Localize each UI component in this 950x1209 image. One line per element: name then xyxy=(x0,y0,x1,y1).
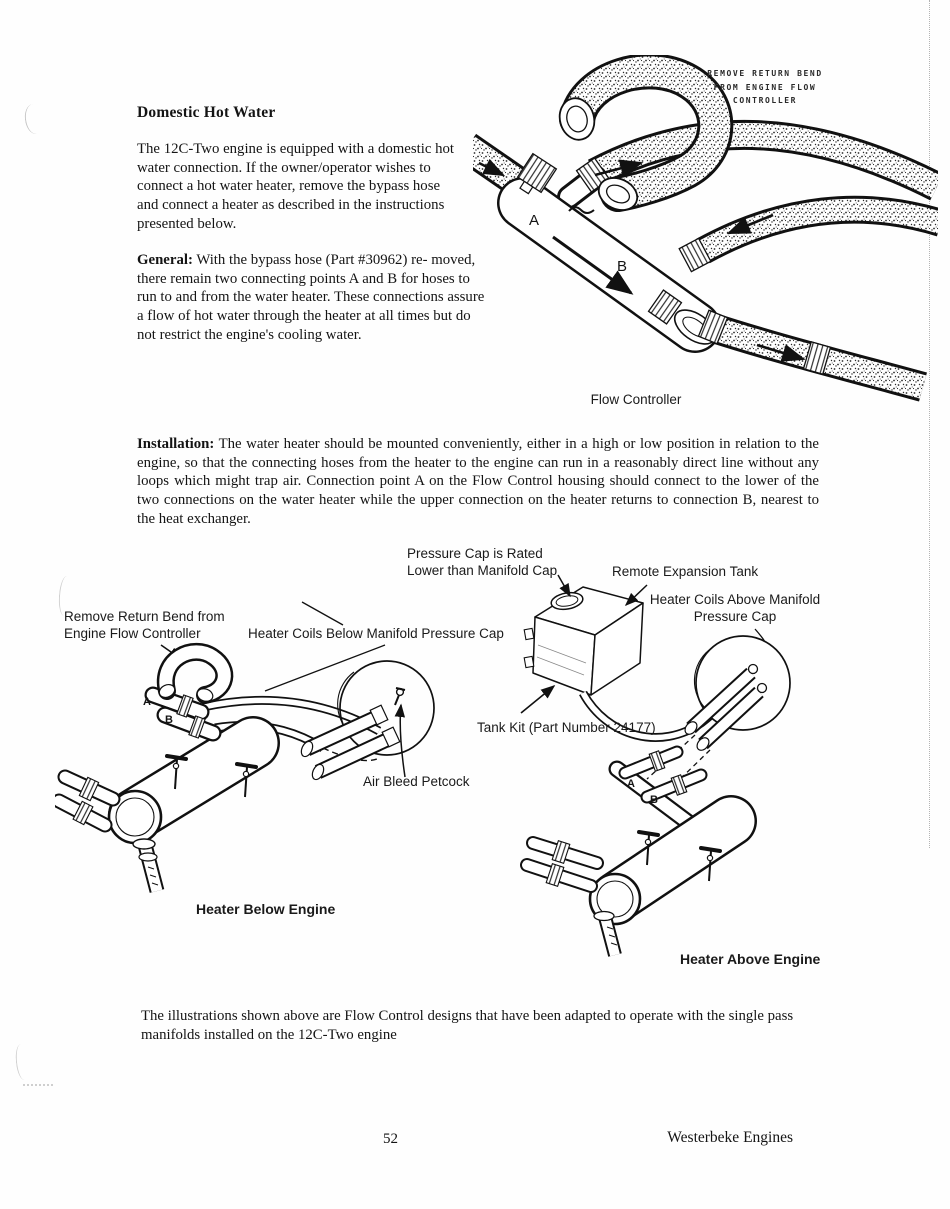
intro-paragraph: The 12C-Two engine is equipped with a domestic hot water connection. If the owner/operator wishes to connect a hot water heater, remove the bypass hose and connect a heater as described in the instructions presented below. xyxy=(137,141,455,232)
tank-kit-arrow xyxy=(521,686,554,713)
label-tank-kit: Tank Kit (Part Number 24177) xyxy=(477,720,656,735)
expansion-tank xyxy=(524,587,643,695)
scan-artifact-curve xyxy=(14,1043,31,1080)
installation-label: Installation: xyxy=(137,436,215,452)
water-heater-coil xyxy=(299,661,434,781)
water-heater-coil xyxy=(683,636,790,753)
scan-artifact-curve xyxy=(23,103,46,135)
closing-paragraph: The illustrations shown above are Flow Control designs that have been adapted to operate with the single pass manifolds installed on the 12C-Two engine xyxy=(141,1008,794,1043)
label-remote-expansion-tank: Remote Expansion Tank xyxy=(612,564,759,579)
installation-paragraph xyxy=(137,435,819,529)
general-body: With the bypass hose (Part #30962) re- moved, there remain two connecting points A and B for hoses to run to and from the water heater. These connections assure a flow of hot water through the heater at all times but do not restrict the engine's cooling water. xyxy=(137,252,485,343)
label-pressure-cap-rated: Pressure Cap is Rated Lower than Manifold Cap xyxy=(407,546,558,578)
petcock-arrow xyxy=(400,705,405,777)
hand-note-line1: REMOVE RETURN BEND xyxy=(707,69,823,78)
heater-above-engine-drawing xyxy=(521,575,790,955)
label-heater-coils-below: Heater Coils Below Manifold Pressure Cap xyxy=(248,626,504,641)
exhaust-pipe xyxy=(133,839,158,891)
exhaust-pipe xyxy=(594,912,617,956)
small-return-bend xyxy=(157,652,224,703)
installation-body: The water heater should be mounted conveniently, either in a high or low position in relation to the engine, so that the connecting hoses from the heater to the engine can run in a reasonably direct line without any loops which might trap air. Connection point A on the Flow Control housing should connect to the lower of the two connections on the water heater while the upper connection on the heater returns to connection B, nearest to the heat exchanger. xyxy=(137,436,819,527)
point-b-below: B xyxy=(165,714,173,726)
heater-above-caption: Heater Above Engine xyxy=(680,951,821,967)
scan-artifact-dots xyxy=(23,1084,53,1086)
point-a-below: A xyxy=(143,696,151,708)
label-heater-coils-above: Heater Coils Above Manifold Pressure Cap xyxy=(649,592,821,624)
hand-note-line3: CONTROLLER xyxy=(732,96,798,105)
page-number: 52 xyxy=(383,1131,398,1147)
point-a-label: A xyxy=(529,212,540,229)
hand-note-line2: FROM ENGINE FLOW xyxy=(713,83,817,92)
point-b-above: B xyxy=(650,794,658,806)
general-paragraph xyxy=(137,251,487,345)
flow-controller-figure xyxy=(473,55,938,405)
brand-footer: Westerbeke Engines xyxy=(667,1129,793,1146)
general-label: General: xyxy=(137,252,193,268)
page-title: Domestic Hot Water xyxy=(137,104,276,121)
heater-below-caption: Heater Below Engine xyxy=(196,901,336,917)
heater-below-engine-drawing xyxy=(59,602,434,891)
point-a-above: A xyxy=(627,778,635,790)
point-b-label: B xyxy=(617,258,628,275)
left-inlet-hose xyxy=(473,147,519,183)
flow-controller-caption: Flow Controller xyxy=(590,392,682,407)
label-air-bleed-petcock: Air Bleed Petcock xyxy=(363,774,470,789)
label-remove-return-bend: Remove Return Bend from Engine Flow Controller xyxy=(64,609,225,641)
